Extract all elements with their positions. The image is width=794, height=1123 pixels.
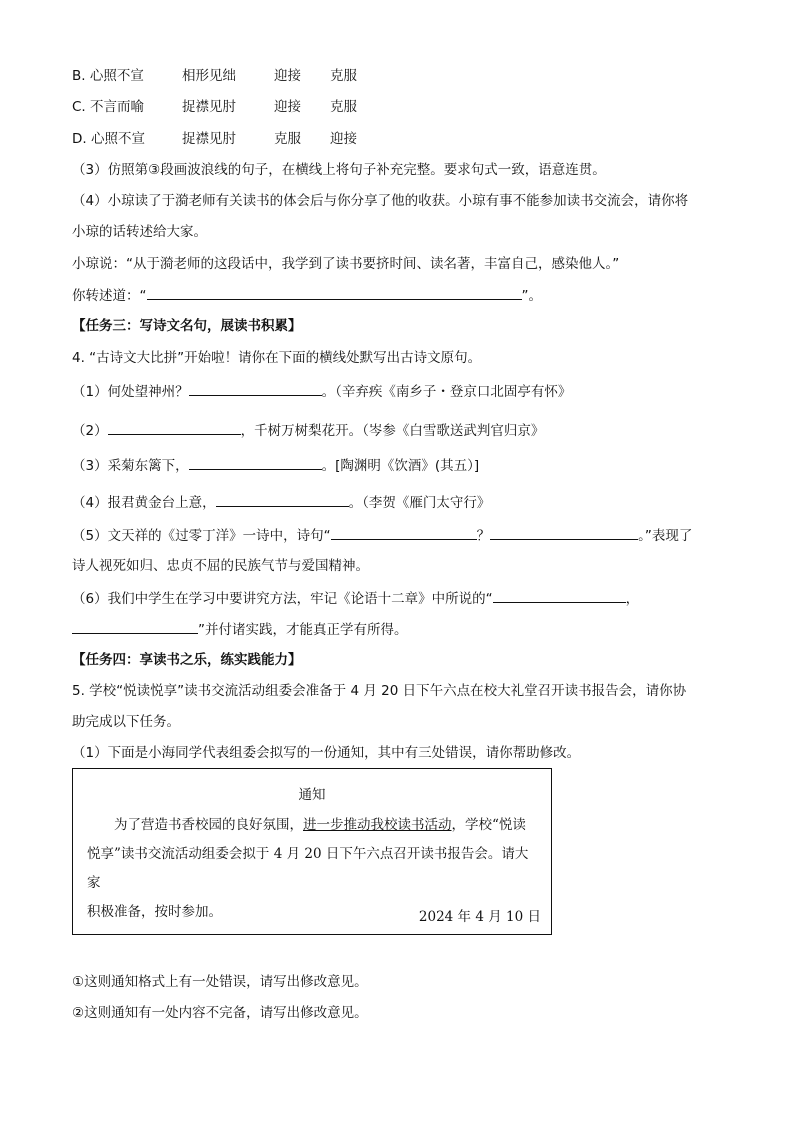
option-b [72, 66, 357, 86]
relay-suffix: ”。 [521, 288, 542, 304]
option-word: 迎接 [274, 68, 301, 84]
poem-suffix: 。（辛弃疾《南乡子・登京口北固亭有怀》 [321, 384, 572, 400]
question-4-line1: （4）小琼读了于漪老师有关读书的体会后与你分享了他的收获。小琼有事不能参加读书交流会，请你将 [72, 193, 689, 209]
poem-item-5 [72, 525, 692, 546]
poem-prefix: （2） [72, 423, 108, 439]
option-word: 克服 [330, 99, 357, 115]
poem-item-4 [72, 492, 490, 513]
option-c [72, 97, 357, 117]
option-word: 心照不宣 [89, 68, 144, 84]
answer-blank[interactable] [189, 455, 322, 470]
poem-prefix: （6）我们中学生在学习中要讲究方法，牢记《论语十二章》中所说的“ [72, 591, 493, 607]
option-word: 相形见绌 [182, 68, 236, 84]
question-poem-intro: 4. “古诗文大比拼”开始啦！请你在下面的横线处默写出古诗文原句。 [72, 350, 482, 366]
option-word: 迎接 [274, 99, 301, 115]
option-word: 克服 [330, 68, 357, 84]
question-4-line2: 小琼的话转述给大家。 [72, 224, 207, 240]
poem-item-5-line2: 诗人视死如归、忠贞不屈的民族气节与爱国精神。 [72, 558, 369, 574]
poem-item-6 [72, 588, 639, 609]
xiaoqiong-quote: 小琼说：“从于漪老师的这段话中，我学到了读书要挤时间、读名著，丰富自己，感染他人。” [72, 256, 620, 272]
answer-blank[interactable] [331, 525, 477, 540]
poem-prefix: （4）报君黄金台上意， [72, 495, 216, 511]
relay-prefix: 你转述道：“ [72, 288, 147, 304]
poem-suffix: ，千树万树梨花开。（岑参《白雪歌送武判官归京》 [240, 423, 545, 439]
option-word: 捉襟见肘 [182, 99, 236, 115]
option-word: 捉襟见肘 [182, 131, 236, 147]
option-word: 不言而喻 [90, 99, 145, 115]
poem-suffix: 。[陶渊明《饮酒》(其五）] [321, 458, 480, 474]
notice-line-2: 悦享”读书交流活动组委会拟于 4 月 20 日下午六点召开读书报告会。请大家 [87, 846, 529, 891]
option-word: 克服 [274, 131, 301, 147]
answer-blank[interactable] [189, 381, 322, 396]
poem-suffix: 。”表现了 [638, 528, 693, 544]
relay-line [72, 285, 542, 306]
poem-prefix: （3）采菊东篱下， [72, 458, 189, 474]
poem-item-2 [72, 420, 544, 441]
poem-prefix: （1）何处望神州？ [72, 384, 189, 400]
notice-text: ，学校“悦读 [451, 817, 526, 833]
option-word: 心照不宣 [90, 131, 145, 147]
notice-line-3: 积极准备，按时参加。 [87, 904, 222, 920]
sub-question-2: ②这则通知有一处内容不完备，请写出修改意见。 [72, 1005, 368, 1021]
sub-question-1: ①这则通知格式上有一处错误，请写出修改意见。 [72, 974, 368, 990]
poem-suffix: ， [625, 591, 640, 607]
poem-mid: ？ [476, 528, 491, 544]
option-word: 迎接 [330, 131, 357, 147]
poem-item-6-line2 [72, 619, 408, 640]
notice-box [72, 768, 552, 935]
answer-blank[interactable] [72, 619, 198, 634]
question-5-line1: 5. 学校“悦读悦享”读书交流活动组委会准备于 4 月 20 日下午六点在校大礼堂召开读书报告会，请你协 [72, 683, 687, 699]
question-3: （3）仿照第③段画波浪线的句子，在横线上将句子补充完整。要求句式一致，语意连贯。 [72, 162, 606, 178]
option-d [72, 129, 357, 149]
task4-heading: 【任务四：享读书之乐，练实践能力】 [72, 652, 302, 668]
notice-title: 通知 [298, 787, 326, 803]
poem-item-3 [72, 455, 479, 476]
poem-item-1 [72, 381, 571, 402]
question-5-line2: 助完成以下任务。 [72, 714, 180, 730]
answer-blank[interactable] [216, 492, 349, 507]
notice-underlined-text: 进一步推动我校读书活动 [303, 817, 452, 833]
answer-blank[interactable] [108, 420, 241, 435]
task3-heading: 【任务三：写诗文名句，展读书积累】 [72, 318, 302, 334]
poem-suffix: 。（李贺《雁门太守行》 [348, 495, 491, 511]
answer-blank[interactable] [147, 285, 522, 300]
option-letter: D. [72, 131, 87, 147]
poem-prefix: （5）文天祥的《过零丁洋》一诗中，诗句“ [72, 528, 331, 544]
question-5-sub1: （1）下面是小海同学代表组委会拟写的一份通知，其中有三处错误，请你帮助修改。 [72, 745, 581, 761]
notice-line-1 [87, 811, 537, 840]
notice-text: 为了营造书香校园的良好氛围， [114, 817, 303, 833]
option-letter: C. [72, 99, 86, 115]
answer-blank[interactable] [493, 588, 626, 603]
option-letter: B. [72, 68, 86, 84]
answer-blank[interactable] [490, 525, 638, 540]
poem-suffix: ”并付诸实践，才能真正学有所得。 [198, 622, 408, 638]
notice-date: 2024 年 4 月 10 日 [418, 909, 541, 925]
